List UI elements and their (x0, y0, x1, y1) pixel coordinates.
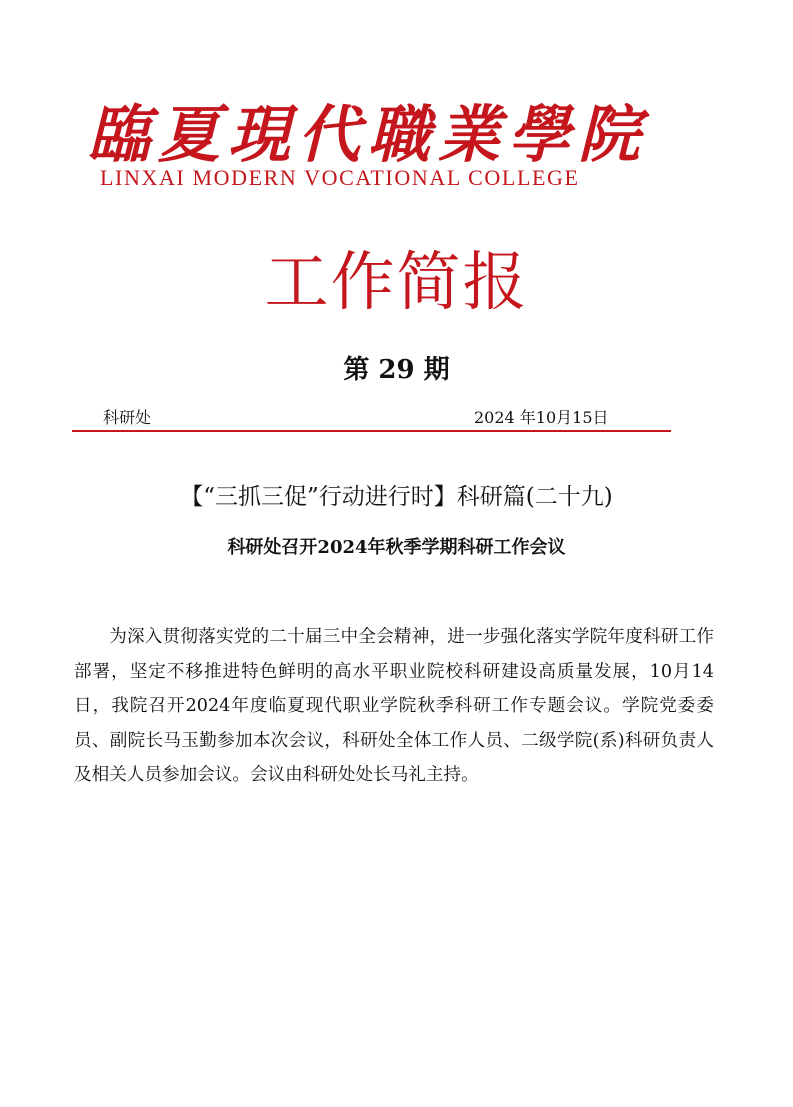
article-paragraph: 为深入贯彻落实党的二十届三中全会精神，进一步强化落实学院年度科研工作部署，坚定不移推进特色鲜明的高水平职业院校科研建设高质量发展，10月14日，我院召开2024年度临夏现代职业学院秋季科研工作专题会议。学院党委委员、副院长马玉勤参加本次会议，科研处全体工作人员、二级学院(系)科研负责人及相关人员参加会议。会议由科研处处长马礼主持。 (74, 627, 714, 786)
department-label: 科研处 (103, 408, 152, 427)
college-logo-cn: 臨夏現代職業學院 (88, 98, 649, 171)
publish-date: 2024 年10月15日 (474, 408, 609, 427)
publication-title: 工作简报 (264, 246, 529, 320)
issue-number: 第 29 期 (343, 355, 450, 385)
article-subheadline: 科研处召开2024年秋季学期科研工作会议 (227, 537, 566, 558)
college-logo-en: LINXAI MODERN VOCATIONAL COLLEGE (100, 165, 580, 190)
header-divider (72, 430, 671, 432)
article-headline: 【“三抓三促”行动进行时】科研篇(二十九) (180, 484, 613, 510)
